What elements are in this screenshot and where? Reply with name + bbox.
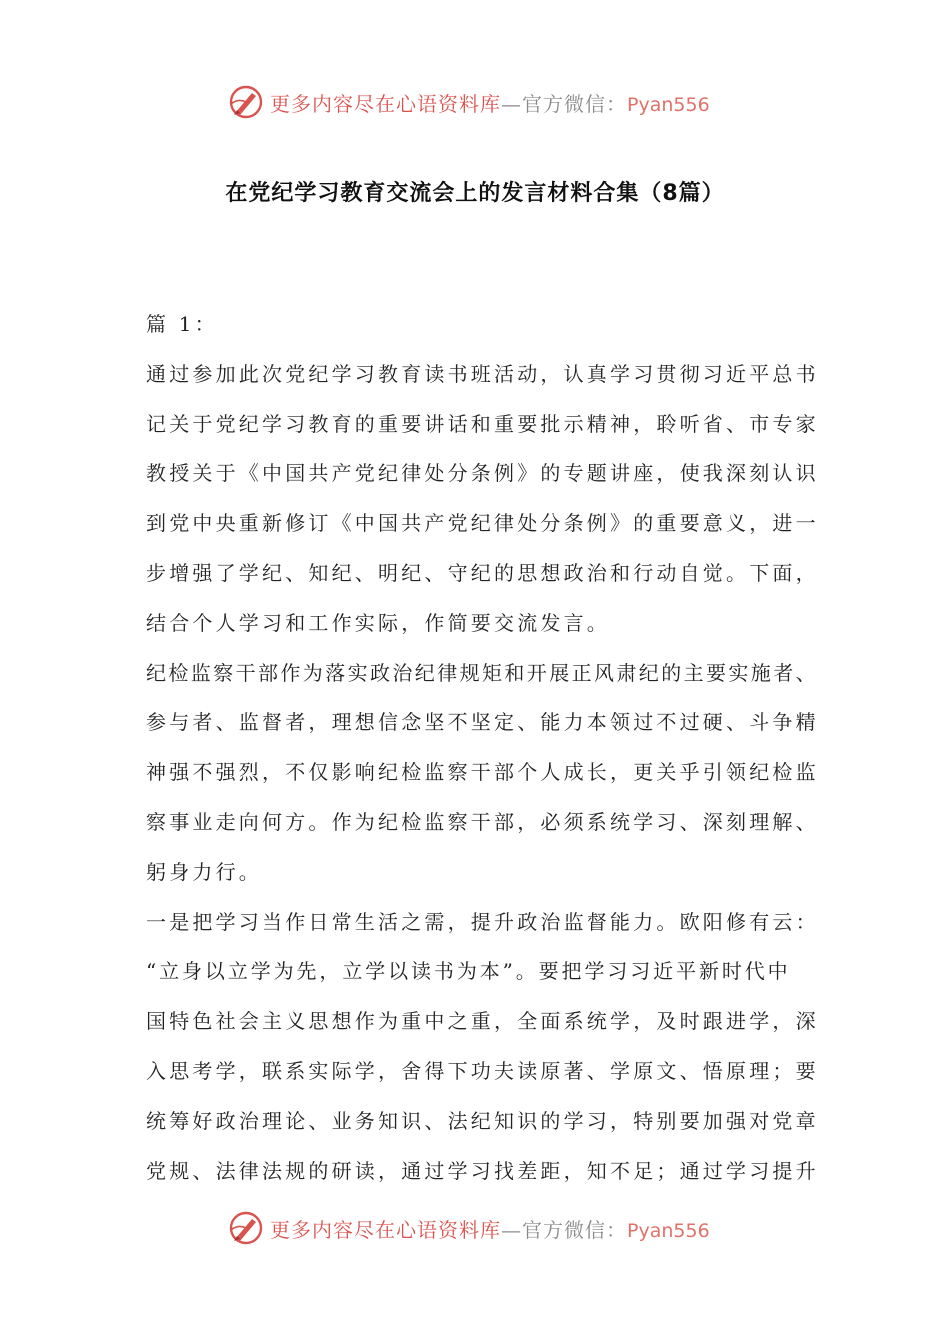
body-line: 一是把学习当作日常生活之需，提升政治监督能力。欧阳修有云： — [146, 909, 819, 934]
banner-text — [270, 1214, 710, 1243]
body-line: 到党中央重新修订《中国共产党纪律处分条例》的重要意义，进一 — [146, 511, 819, 536]
body-line: 步增强了学纪、知纪、明纪、守纪的思想政治和行动自觉。下面， — [146, 560, 819, 585]
banner-wechat-id: Pyan556 — [627, 93, 710, 116]
banner-wechat-label: 官方微信： — [522, 91, 627, 116]
body-line: 纪检监察干部作为落实政治纪律规矩和开展正风肃纪的主要实施者、 — [146, 660, 818, 685]
banner-dash: — — [501, 1217, 522, 1242]
pen-logo-icon — [228, 84, 264, 120]
document-body — [146, 300, 826, 1196]
section-label: 篇 1： — [146, 312, 218, 336]
body-line: 入思考学，联系实际学，舍得下功夫读原著、学原文、悟原理；要 — [146, 1058, 819, 1083]
body-line: 躬身力行。 — [146, 859, 262, 884]
header-banner — [0, 82, 950, 122]
body-line: 察事业走向何方。作为纪检监察干部，必须系统学习、深刻理解、 — [146, 809, 819, 834]
banner-slogan: 更多内容尽在心语资料库 — [270, 1217, 501, 1242]
banner-slogan: 更多内容尽在心语资料库 — [270, 91, 501, 116]
document-title: 在党纪学习教育交流会上的发言材料合集（8篇） — [225, 181, 725, 206]
banner-content — [228, 1208, 710, 1248]
banner-dash: — — [501, 91, 522, 116]
body-line: 党规、法律法规的研读，通过学习找差距，知不足；通过学习提升 — [146, 1158, 819, 1183]
body-line: 教授关于《中国共产党纪律处分条例》的专题讲座，使我深刻认识 — [146, 461, 819, 486]
body-line: 参与者、监督者，理想信念坚不坚定、能力本领过不过硬、斗争精 — [146, 710, 819, 735]
body-line: 统筹好政治理论、业务知识、法纪知识的学习，特别要加强对党章 — [146, 1108, 819, 1133]
banner-wechat-id: Pyan556 — [627, 1219, 710, 1242]
body-line: 结合个人学习和工作实际，作简要交流发言。 — [146, 610, 610, 635]
body-line: 国特色社会主义思想作为重中之重，全面系统学，及时跟进学，深 — [146, 1009, 819, 1034]
body-line: 记关于党纪学习教育的重要讲话和重要批示精神，聆听省、市专家 — [146, 411, 819, 436]
body-line: “立身以立学为先，立学以读书为本”。要把学习习近平新时代中 — [146, 959, 791, 984]
body-line: 神强不强烈，不仅影响纪检监察干部个人成长，更关乎引领纪检监 — [146, 760, 819, 785]
banner-wechat-label: 官方微信： — [522, 1217, 627, 1242]
body-line: 通过参加此次党纪学习教育读书班活动，认真学习贯彻习近平总书 — [146, 361, 819, 386]
pen-logo-icon — [228, 1210, 264, 1246]
banner-text — [270, 88, 710, 117]
banner-content — [228, 82, 710, 122]
footer-banner — [0, 1208, 950, 1248]
